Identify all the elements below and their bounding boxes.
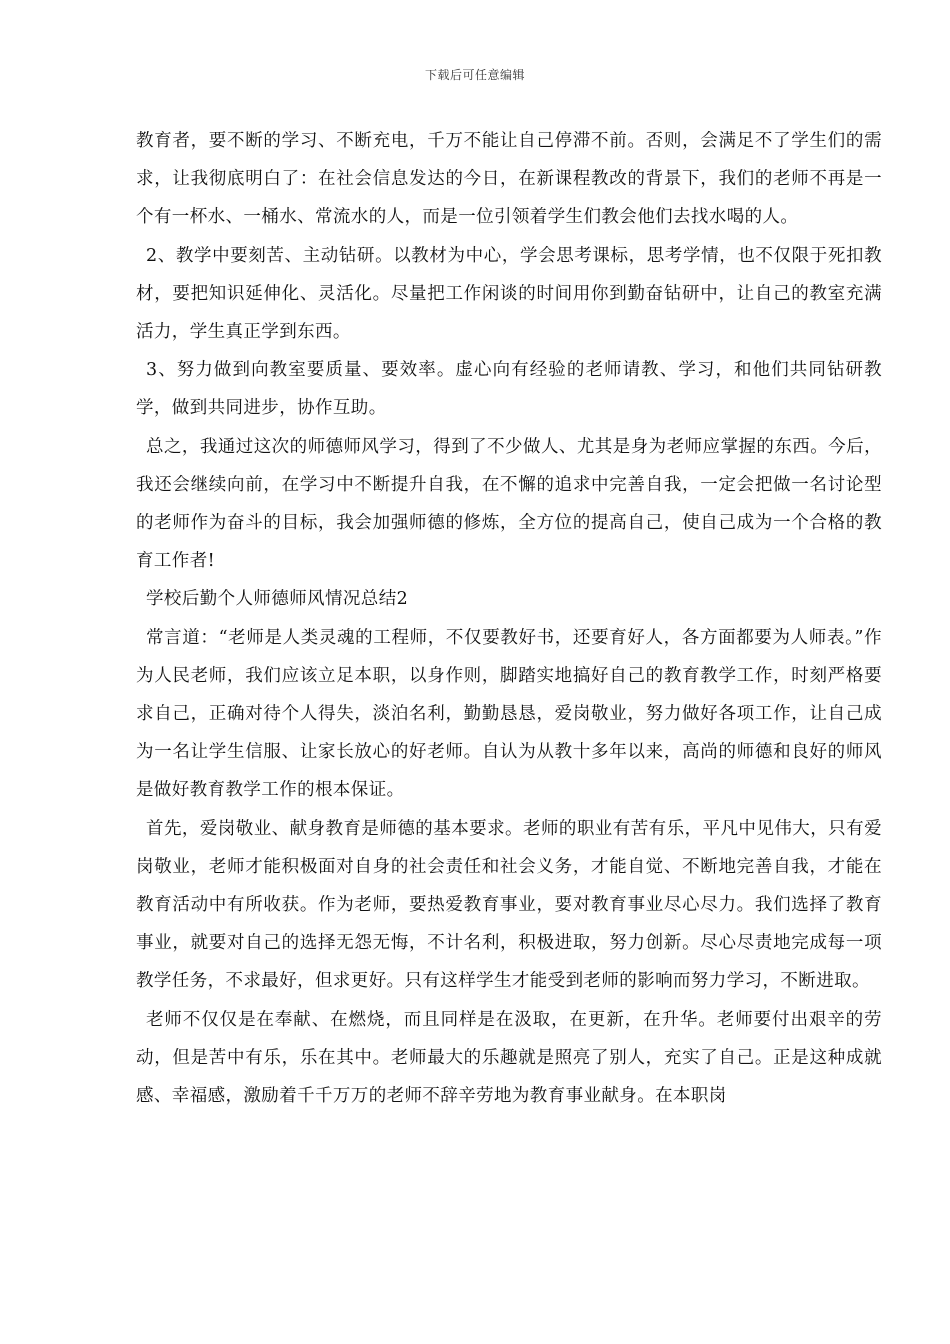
paragraph-intro: 常言道：“老师是人类灵魂的工程师，不仅要教好书，还要育好人，各方面都要为人师表。”作为人民老师，我们应该立足本职，以身作则，脚踏实地搞好自己的教育教学工作，时刻严格要求自己，正确对待个人得失，淡泊名利，勤勤恳恳，爱岗敬业，努力做好各项工作，让自己成为一名让学生信服、让家长放心的好老师。自认为从教十多年以来，高尚的师德和良好的师风是做好教育教学工作的根本保证。 [136, 627, 882, 801]
page-header: 下载后可任意编辑 [424, 68, 525, 82]
paragraph-continued: 教育者，要不断的学习、不断充电，千万不能让自己停滞不前。否则，会满足不了学生们的需求，让我彻底明白了：在社会信息发达的今日，在新课程教改的背景下，我们的老师不再是一个有一杯水、一桶水、常流水的人，而是一位引领着学生们教会他们去找水喝的人。 [136, 131, 882, 228]
paragraph-point-2: 2、教学中要刻苦、主动钻研。以教材为中心，学会思考课标，思考学情，也不仅限于死扣教材，要把知识延伸化、灵活化。尽量把工作闲谈的时间用你到勤奋钻研中，让自己的教室充满活力，学生真正学到东西。 [136, 245, 882, 343]
paragraph-teacher-dedication: 老师不仅仅是在奉献、在燃烧，而且同样是在汲取，在更新，在升华。老师要付出艰辛的劳动，但是苦中有乐，乐在其中。老师最大的乐趣就是照亮了别人，充实了自己。正是这种成就感、幸福感，激励着千千万万的老师不辞辛劳地为教育事业献身。在本职岗 [136, 1009, 882, 1107]
paragraph-conclusion: 总之，我通过这次的师德师风学习，得到了不少做人、尤其是身为老师应掌握的东西。今后，我还会继续向前，在学习中不断提升自我，在不懈的追求中完善自我，一定会把做一名讨论型的老师作为奋斗的目标，我会加强师德的修炼，全方位的提高自己，使自己成为一个合格的教育工作者! [136, 436, 882, 572]
section-heading: 学校后勤个人师德师风情况总结2 [146, 589, 409, 610]
paragraph-first-point: 首先，爱岗敬业、献身教育是师德的基本要求。老师的职业有苦有乐，平凡中见伟大，只有爱岗敬业，老师才能积极面对自身的社会责任和社会义务，才能自觉、不断地完善自我，才能在教育活动中有所收获。作为老师，要热爱教育事业，要对教育事业尽心尽力。我们选择了教育事业，就要对自己的选择无怨无悔，不计名利，积极进取，努力创新。尽心尽责地完成每一项教学任务，不求最好，但求更好。只有这样学生才能受到老师的影响而努力学习，不断进取。 [136, 818, 882, 992]
paragraph-point-3: 3、努力做到向教室要质量、要效率。虚心向有经验的老师请教、学习，和他们共同钻研教学，做到共同进步，协作互助。 [136, 360, 882, 419]
document-body [136, 122, 882, 1115]
